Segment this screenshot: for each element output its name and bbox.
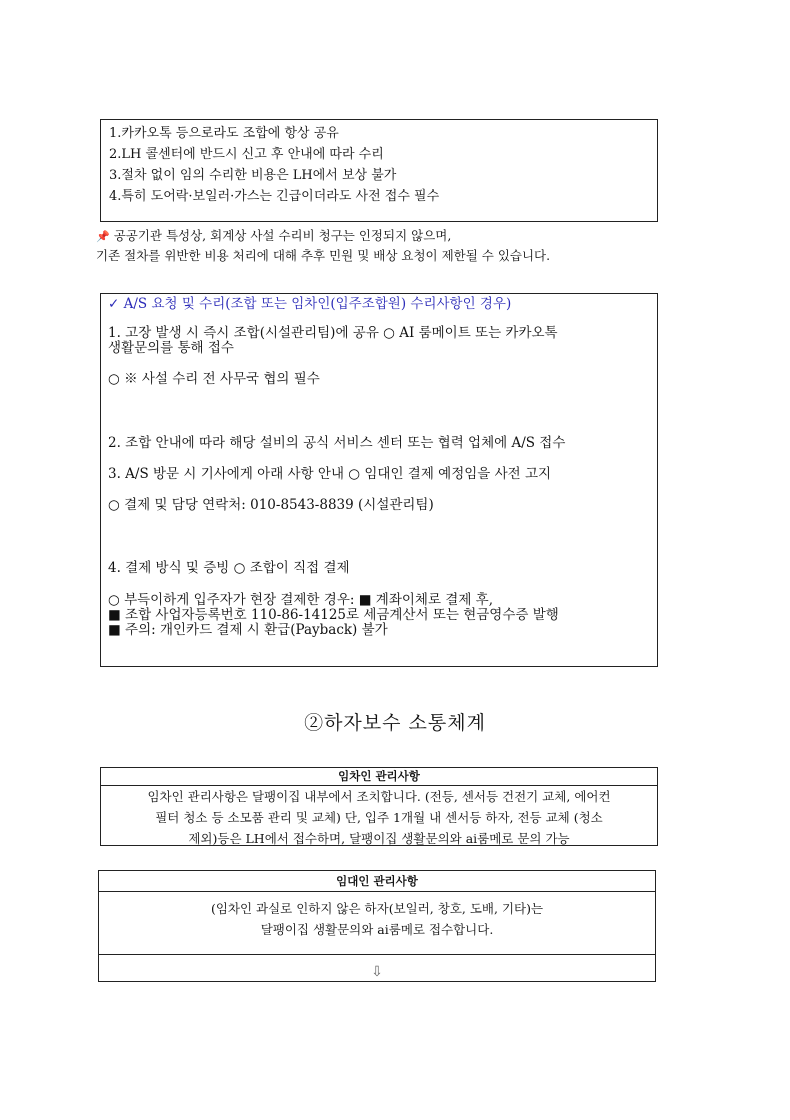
landlord-line: 달팽이집 생활문의와 ai룸메로 접수합니다.: [260, 922, 494, 937]
rule-item: 2.LH 콜센터에 반드시 신고 후 안내에 따라 수리: [109, 147, 384, 162]
landlord-table: [98, 870, 656, 982]
as-box: [100, 293, 658, 667]
section-title: ②하자보수 소통체계: [304, 712, 486, 734]
tenant-table-body: [101, 786, 657, 849]
as-step-3: 3. A/S 방문 시 기사에게 아래 사항 안내 ○ 임대인 결제 예정임을 사전 고지: [108, 466, 552, 482]
tenant-line: 제외)등은 LH에서 접수하며, 달팽이집 생활문의와 ai룸메로 문의 가능: [188, 831, 570, 846]
rule-item: 4.특히 도어락·보일러·가스는 긴급이더라도 사전 접수 필수: [109, 189, 440, 204]
note-text-1: 공공기관 특성상, 회계상 사설 수리비 청구는 인정되지 않으며,: [113, 228, 452, 243]
note-line-2: 기존 절차를 위반한 비용 처리에 대해 추후 민원 및 배상 요청이 제한될 수 있습니다.: [96, 248, 551, 263]
as-step-4-sub-2: ■ 조합 사업자등록번호 110-86-14125로 세금계산서 또는 현금영수증 발행: [108, 607, 559, 623]
as-heading-text: A/S 요청 및 수리(조합 또는 임차인(입주조합원) 수리사항인 경우): [123, 296, 512, 312]
as-step-4-sub-3: ■ 주의: 개인카드 결제 시 환급(Payback) 불가: [108, 622, 388, 638]
rules-box: [100, 119, 658, 222]
checkmark-icon: ✓: [108, 296, 120, 312]
tenant-line: 임차인 관리사항은 달팽이집 내부에서 조치합니다. (전등, 센서등 건전기 교체, 에어컨: [147, 789, 611, 804]
as-step-1-cont: 생활문의를 통해 접수: [108, 340, 234, 356]
as-step-4: 4. 결제 방식 및 증빙 ○ 조합이 직접 결제: [108, 560, 350, 576]
tenant-line: 필터 청소 등 소모품 관리 및 교체) 단, 입주 1개월 내 센서등 하자, 전등 교체 (청소: [155, 810, 603, 825]
rule-item: 3.절차 없이 임의 수리한 비용은 LH에서 보상 불가: [109, 168, 397, 183]
landlord-arrow-row: [99, 955, 655, 980]
as-step-4-sub-1: ○ 부득이하게 입주자가 현장 결제한 경우: ■ 계좌이체로 결제 후,: [108, 592, 493, 608]
rule-item: 1.카카오톡 등으로라도 조합에 항상 공유: [109, 126, 339, 141]
landlord-line: (임차인 과실로 인하지 않은 하자(보일러, 창호, 도배, 기타)는: [210, 901, 544, 916]
down-arrow-icon: ⇩: [371, 964, 383, 980]
landlord-table-body: [99, 892, 655, 955]
as-step-2: 2. 조합 안내에 따라 해당 설비의 공식 서비스 센터 또는 협력 업체에 A/S 접수: [108, 435, 566, 451]
as-heading: [108, 297, 511, 312]
note-line-1: [96, 226, 451, 244]
tenant-table: [100, 767, 658, 846]
as-step-1: 1. 고장 발생 시 즉시 조합(시설관리팀)에 공유 ○ AI 룸메이트 또는 카카오톡: [108, 325, 558, 341]
as-step-1-sub: ○ ※ 사설 수리 전 사무국 협의 필수: [108, 371, 320, 387]
landlord-table-header: 임대인 관리사항: [99, 871, 655, 892]
pin-icon: 📌: [96, 230, 110, 243]
tenant-table-header: 임차인 관리사항: [101, 768, 657, 786]
as-step-3-sub: ○ 결제 및 담당 연락처: 010-8543-8839 (시설관리팀): [108, 497, 434, 513]
